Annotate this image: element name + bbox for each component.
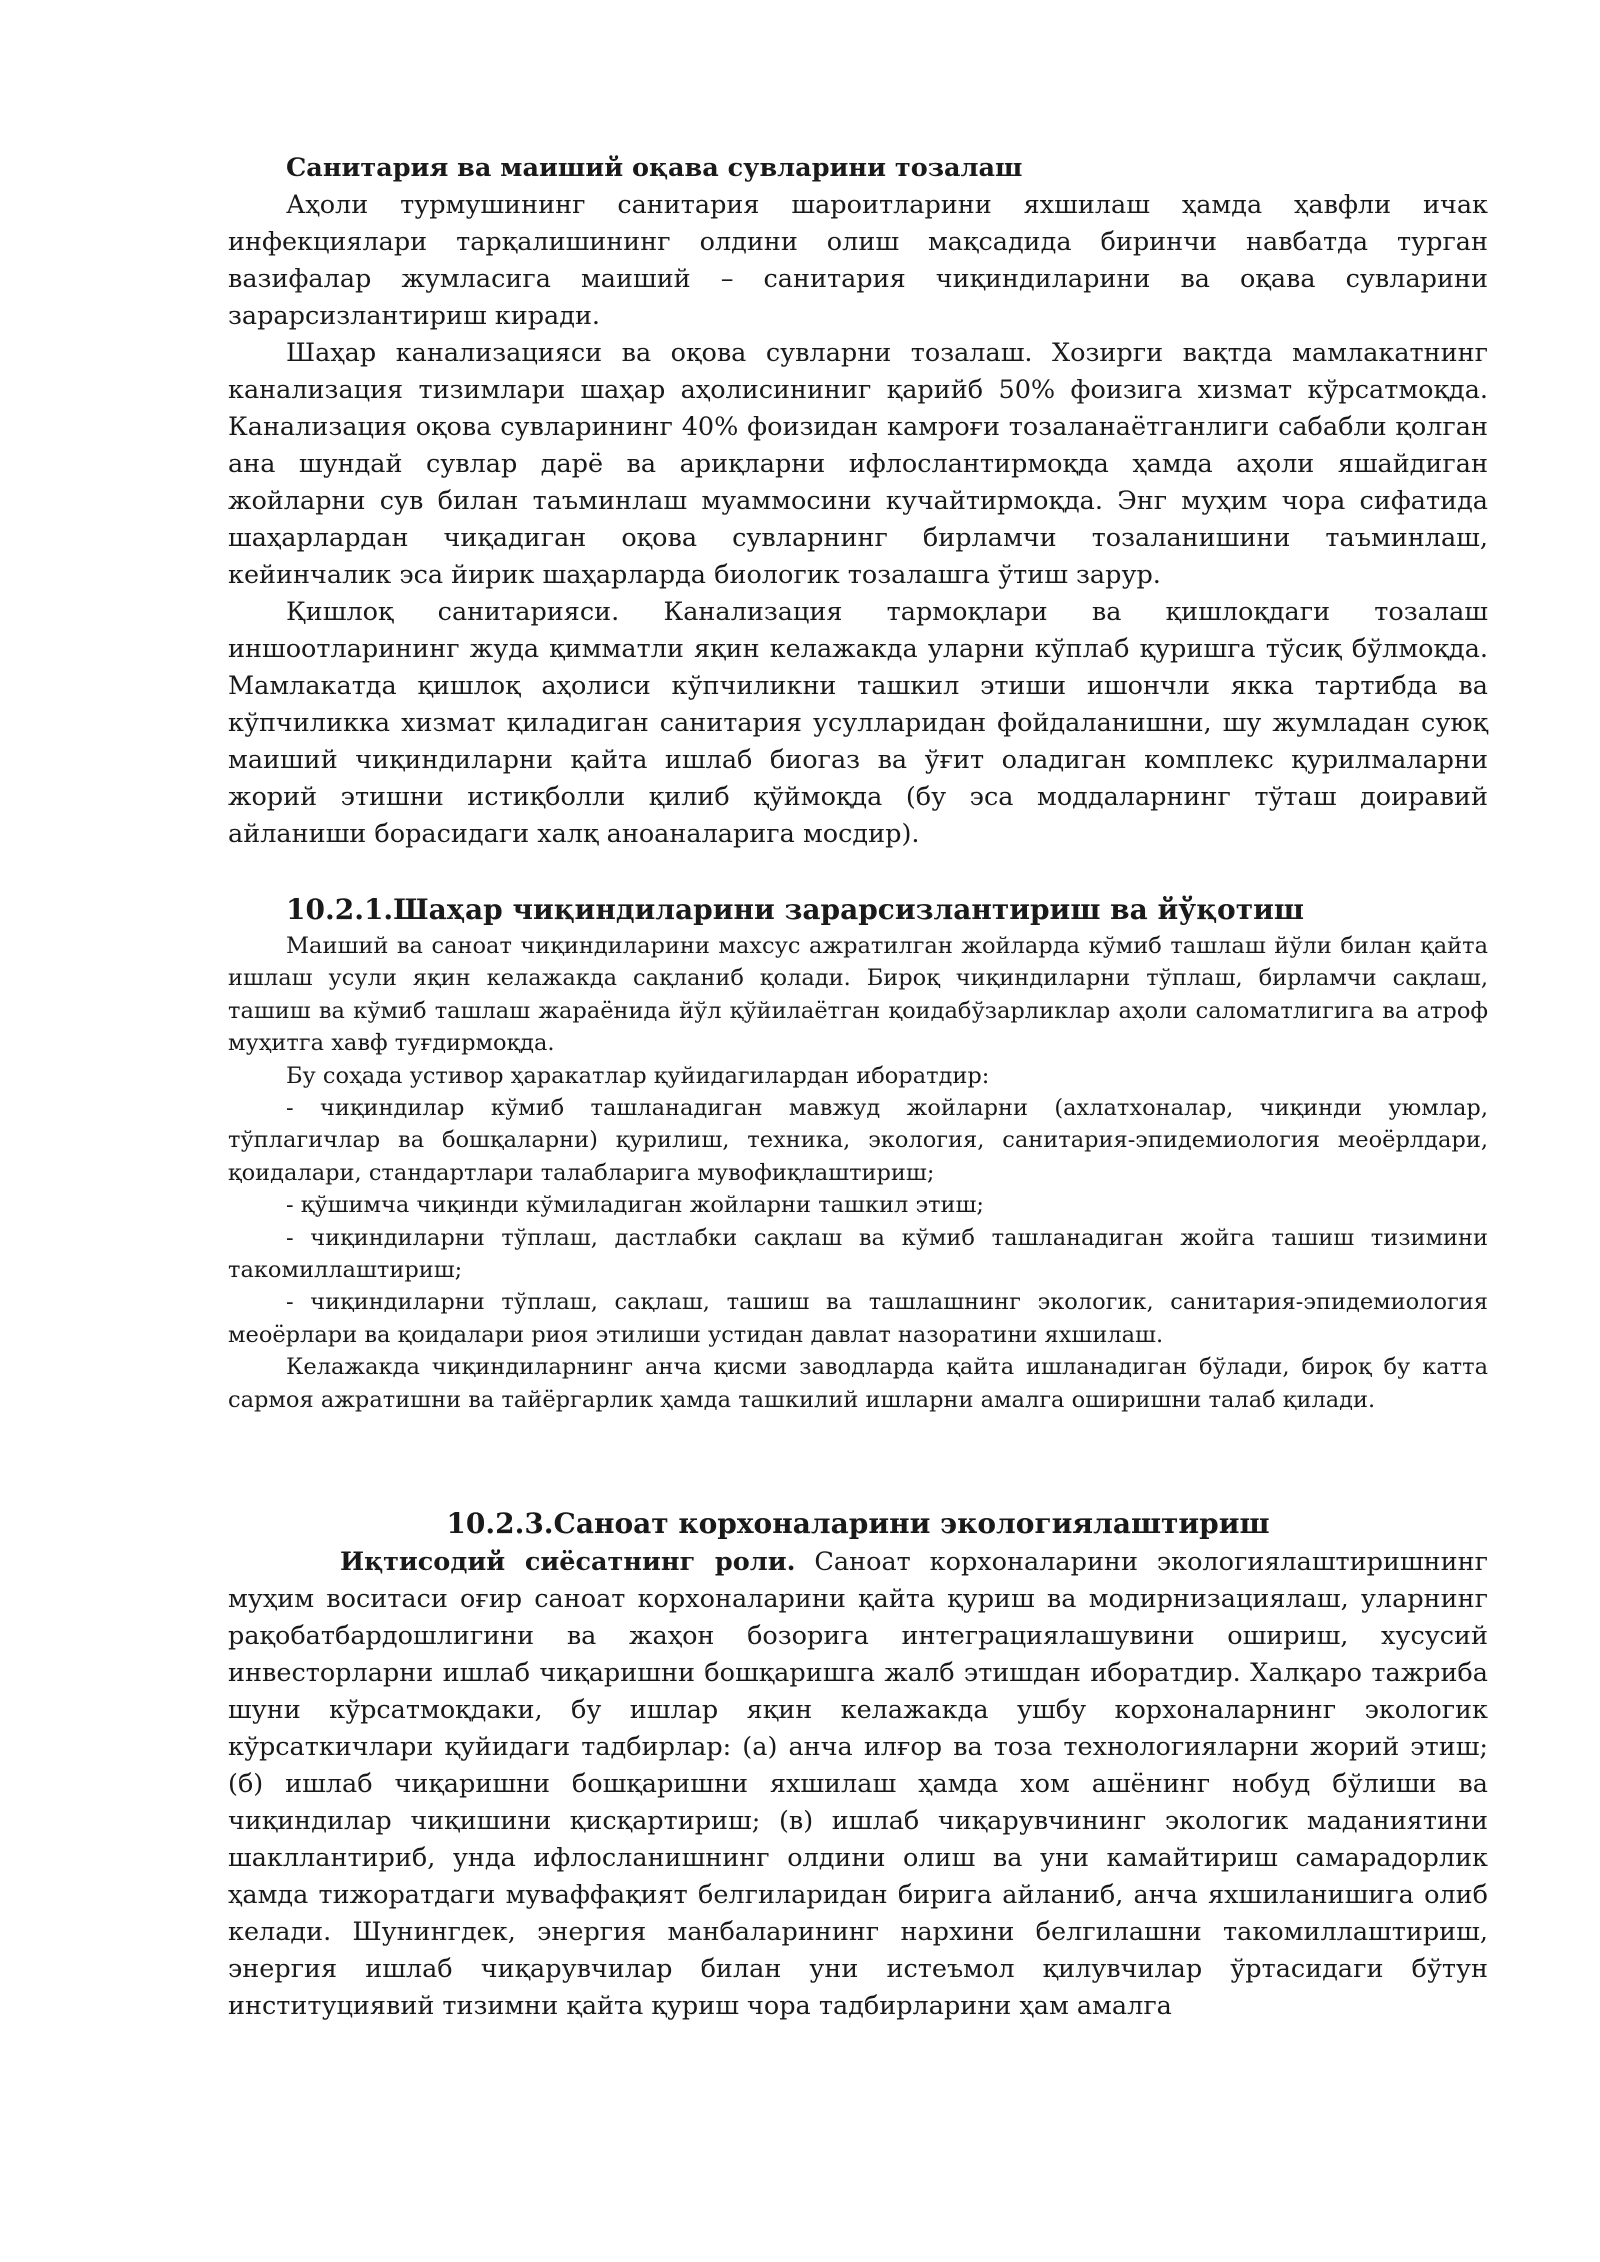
section-heading-10-2-3: 10.2.3.Саноат корхоналарини экологиялаштириш	[446, 1507, 1270, 1541]
paragraph	[228, 1544, 1488, 2025]
document-page	[228, 150, 1488, 2025]
list-item: - чиқиндиларни тўплаш, дастлабки сақлаш ва кўмиб ташланадиган жойга ташиш тизимини такомиллаштириш;	[228, 1224, 1488, 1284]
list-item: - қўшимча чиқинди кўмиладиган жойларни ташкил этиш;	[286, 1192, 985, 1219]
paragraph: Маиший ва саноат чиқиндиларини махсус ажратилган жойларда кўмиб ташлаш йўли билан қайта ишлаш усули яқин келажакда сақланиб қолади. Бироқ чиқиндиларни тўплаш, бирламчи сақлаш, ташиш ва кўмиб ташлаш жараёнида йўл қўйилаётган қоидабўзарликлар аҳоли саломатлигига ва атроф муҳитга хавф туғдирмоқда.	[228, 933, 1488, 1057]
section-industry	[228, 1544, 1488, 2025]
section-heading-10-2-1: 10.2.1.Шаҳар чиқиндиларини зарарсизлантириш ва йўқотиш	[286, 893, 1304, 926]
paragraph: Шаҳар канализацияси ва оқова сувларни тозалаш. Хозирги вақтда мамлакатнинг канализация тизимлари шаҳар аҳолисининиг қарийб 50% фоизига хизмат кўрсатмоқда. Канализация оқова сувларининг 40% фоизидан камроғи тозаланаётганлиги сабабли қолган ана шундай сувлар дарё ва ариқларни ифлослантирмоқда ҳамда аҳоли яшайдиган жойларни сув билан таъминлаш муаммосини кучайтирмоқда. Энг муҳим чора сифатида шаҳарлардан чиқадиган оқова сувларнинг бирламчи тозаланишини таъминлаш, кейинчалик эса йирик шаҳарларда биологик тозалашга ўтиш зарур.	[228, 338, 1488, 590]
paragraph: Бу соҳада устивор ҳаракатлар қуйидагилардан иборатдир:	[286, 1062, 990, 1089]
list-item: - чиқиндиларни тўплаш, сақлаш, ташиш ва ташлашнинг экологик, санитария-эпидемиология меоёрлари ва қоидалари риоя этилиши устидан давлат назоратини яхшилаш.	[228, 1289, 1488, 1348]
section-waste	[228, 930, 1488, 1416]
paragraph: Келажакда чиқиндиларнинг анча қисми заводларда қайта ишланадиган бўлади, бироқ бу катта сармоя ажратишни ва тайёргарлик ҳамда ташкилий ишларни амалга оширишни талаб қилади.	[228, 1354, 1488, 1413]
section-sanitation	[228, 150, 1488, 853]
paragraph: Қишлоқ санитарияси. Канализация тармоқлари ва қишлоқдаги тозалаш иншоотларининг жуда қимматли яқин келажакда уларни кўплаб қуришга тўсиқ бўлмоқда. Мамлакатда қишлоқ аҳолиси кўпчиликни ташкил этиши ишончли якка тартибда ва кўпчиликка хизмат қиладиган санитария усулларидан фойдаланишни, шу жумладан суюқ маиший чиқиндиларни қайта ишлаб биогаз ва ўғит оладиган комплекс қурилмаларни жорий этишни истиқболли қилиб қўймоқда (бу эса моддаларнинг тўташ доиравий айланиши борасидаги халқ аноаналарига мосдир).	[228, 597, 1488, 849]
paragraph: Аҳоли турмушининг санитария шароитларини яхшилаш ҳамда ҳавфли ичак инфекциялари тарқалишининг олдини олиш мақсадида биринчи навбатда турган вазифалар жумласига маиший – санитария чиқиндиларини ва оқава сувларини зарарсизлантириш киради.	[228, 190, 1488, 331]
lead-text: Саноат корхоналарини экологиялаштиришнинг муҳим воситаси оғир саноат корхоналарини қайта қуриш ва модирнизациялаш, уларнинг рақобатбардошлигини ва жаҳон бозорига интеграциялашувини ошириш, хусусий инвесторларни ишлаб чиқаришни бошқаришга жалб этишдан иборатдир. Халқаро тажриба шуни кўрсатмоқдаки, бу ишлар яқин келажакда ушбу корхоналарнинг экологик кўрсаткичлари қуйидаги тадбирлар: (а) анча илғор ва тоза технологияларни жорий этиш; (б) ишлаб чиқаришни бошқаришни яхшилаш ҳамда хом ашёнинг нобуд бўлиши ва чиқиндилар чиқишини қисқартириш; (в) ишлаб чиқарувчининг экологик маданиятини шакллантириб, унда ифлосланишнинг олдини олиш ва уни камайтириш самарадорлик ҳамда тижоратдаги муваффақият белгиларидан бирига айланиб, анча яхшиланишига олиб келади. Шунингдек, энергия манбаларининг нархини белгилашни такомиллаштириш, энергия ишлаб чиқарувчилар билан уни истеъмол қилувчилар ўртасидаги бўтун институциявий тизимни қайта қуриш чора тадбирларини ҳам амалга	[228, 1547, 1488, 2022]
list-item: - чиқиндилар кўмиб ташланадиган мавжуд жойларни (ахлатхоналар, чиқинди уюмлар, тўплагичлар ва бошқаларни) қурилиш, техника, экология, санитария-эпидемиология меоёрлдари, қоидалари, стандартлари талабларига мувофиқлаштириш;	[228, 1095, 1488, 1186]
lead-bold: Иқтисодий сиёсатнинг роли.	[340, 1547, 796, 1578]
section-title: Санитария ва маиший оқава сувларини тозалаш	[286, 153, 1023, 183]
